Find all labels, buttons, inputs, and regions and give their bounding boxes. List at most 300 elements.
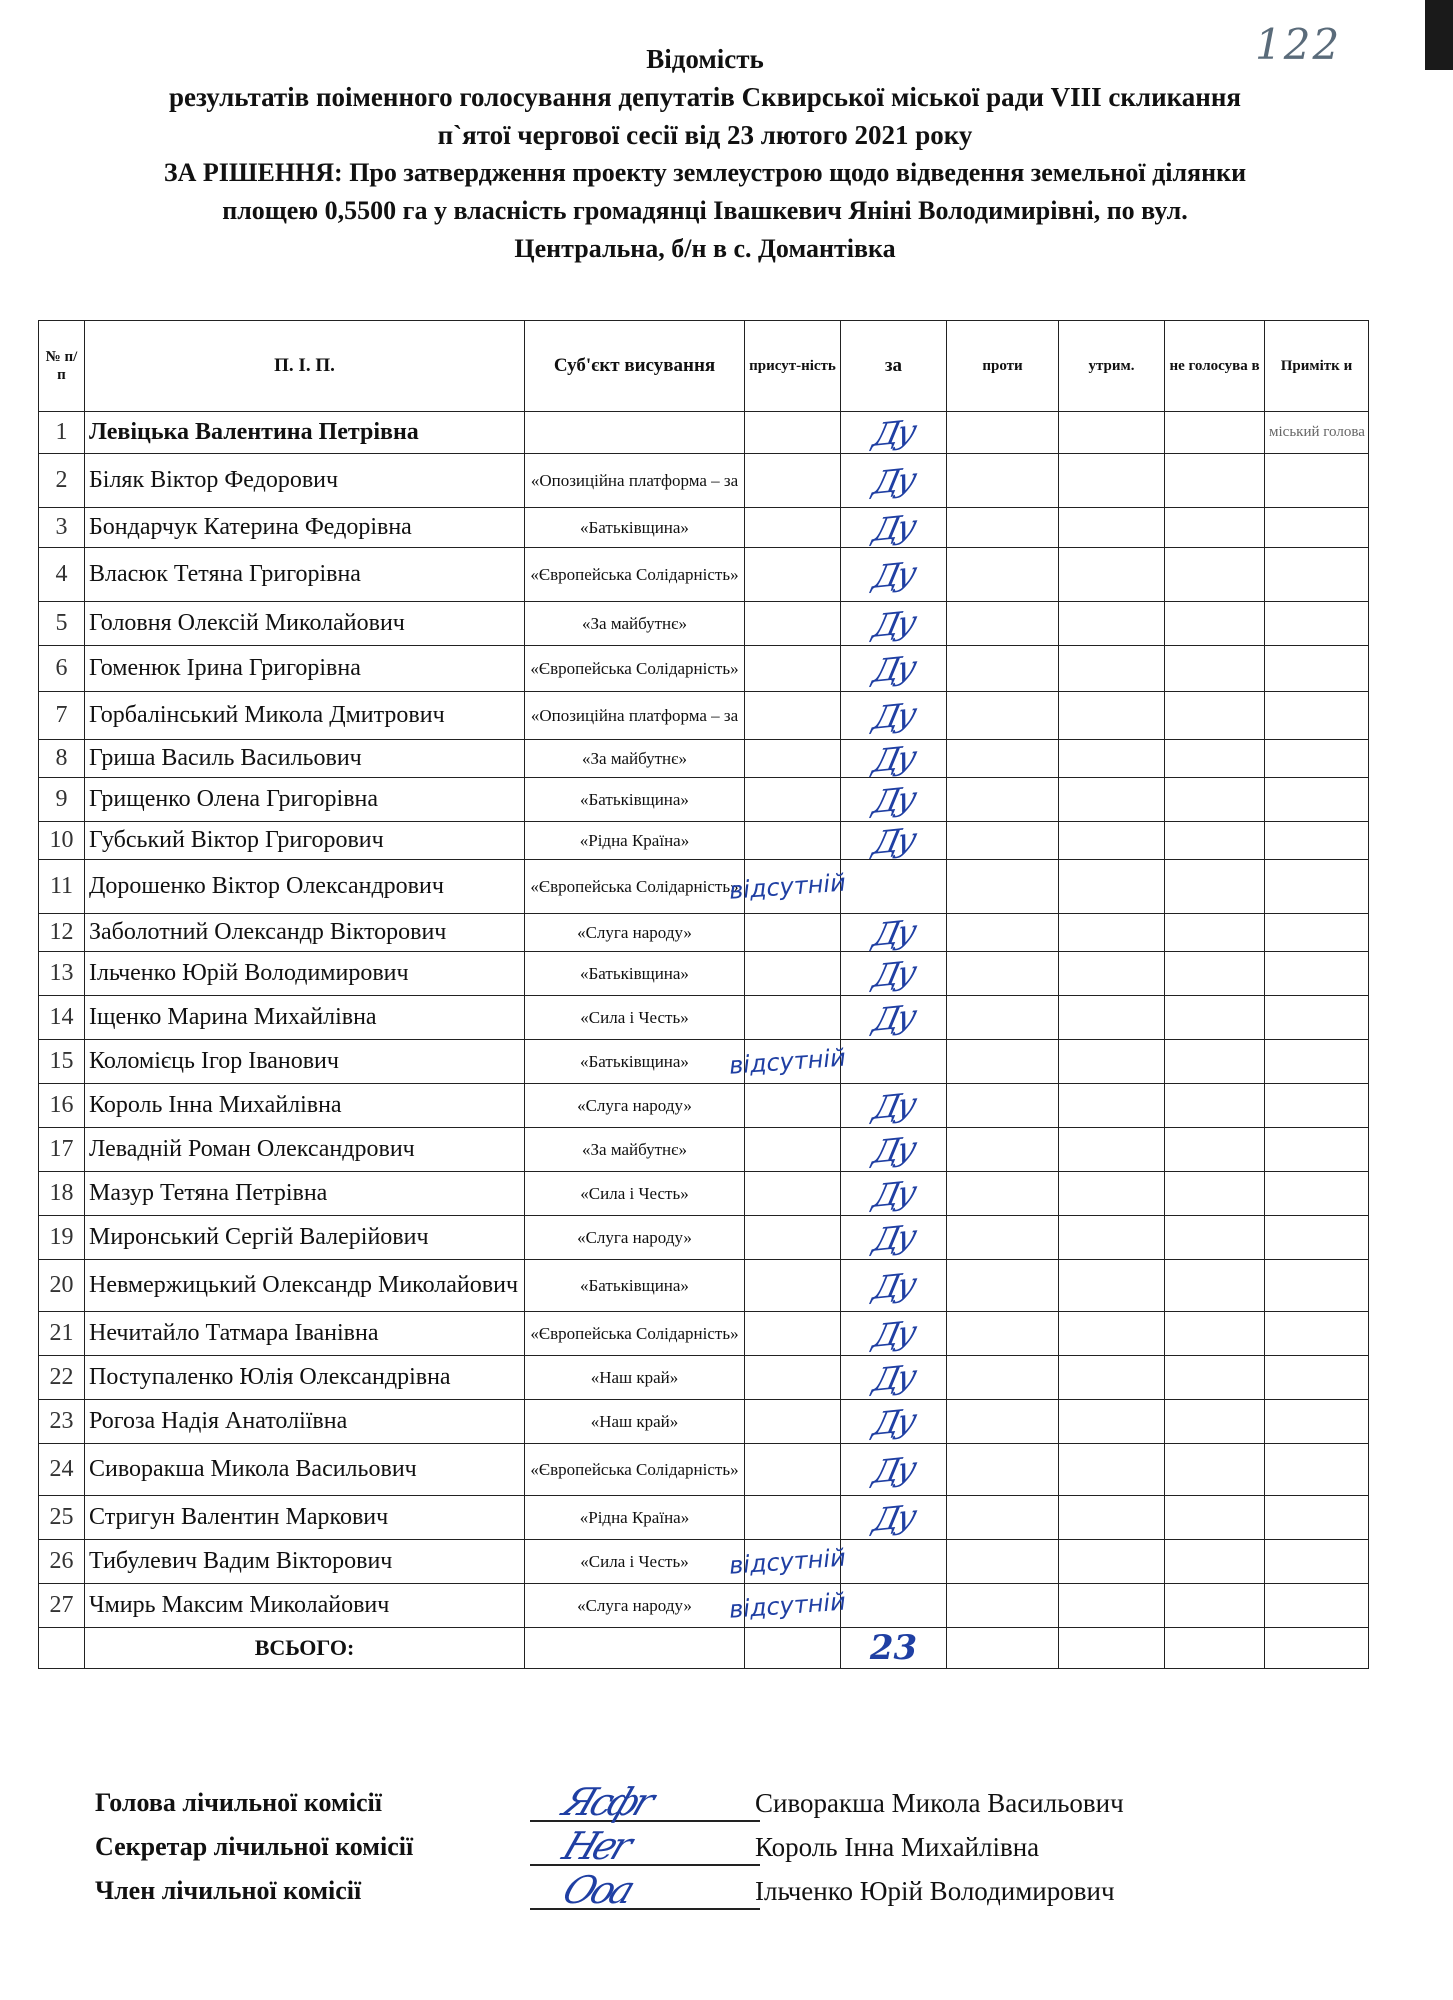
- deputy-name: Іщенко Марина Михайлівна: [85, 996, 525, 1040]
- table-row: [39, 1444, 1369, 1496]
- total-num-cell: [39, 1628, 85, 1669]
- vote-for-cell: [841, 1584, 947, 1628]
- vote-for-cell: [841, 548, 947, 602]
- vote-abstain-cell: [1059, 1584, 1165, 1628]
- commission-row: [95, 1868, 1345, 1920]
- vote-against-cell: [947, 412, 1059, 454]
- decision-line-2: площею 0,5500 га у власність громадянці Івашкевич Яніні Володимирівні, по вул.: [222, 196, 1188, 225]
- present-cell: [745, 1084, 841, 1128]
- commission-row: [95, 1824, 1345, 1876]
- deputy-party: «Європейська Солідарність»: [525, 548, 745, 602]
- row-note: [1265, 778, 1369, 822]
- table-row: [39, 1216, 1369, 1260]
- header-abstain: утрим.: [1059, 321, 1165, 412]
- present-cell: [745, 1496, 841, 1540]
- row-note: [1265, 1260, 1369, 1312]
- row-number: 2: [39, 454, 85, 508]
- absent-note: відсутній: [728, 1043, 847, 1080]
- row-number: 3: [39, 508, 85, 548]
- deputy-name: Бондарчук Катерина Федорівна: [85, 508, 525, 548]
- vote-against-cell: [947, 1400, 1059, 1444]
- vote-for-cell: [841, 454, 947, 508]
- vote-abstain-cell: [1059, 1260, 1165, 1312]
- row-note: [1265, 1172, 1369, 1216]
- deputy-name: Стригун Валентин Маркович: [85, 1496, 525, 1540]
- voting-table: [38, 320, 1369, 1669]
- table-row: [39, 952, 1369, 996]
- deputy-party: «Батьківщина»: [525, 778, 745, 822]
- table-body: [39, 412, 1369, 1628]
- table-row: [39, 646, 1369, 692]
- table-row: [39, 1496, 1369, 1540]
- vote-for-cell: [841, 778, 947, 822]
- vote-against-cell: [947, 1444, 1059, 1496]
- row-note: [1265, 1084, 1369, 1128]
- vote-for-cell: [841, 1444, 947, 1496]
- vote-against-cell: [947, 1540, 1059, 1584]
- header-name: П. І. П.: [85, 321, 525, 412]
- row-number: 16: [39, 1084, 85, 1128]
- vote-against-cell: [947, 1496, 1059, 1540]
- row-number: 6: [39, 646, 85, 692]
- commission-role: Секретар лічильної комісії: [95, 1832, 414, 1861]
- vote-abstain-cell: [1059, 914, 1165, 952]
- table-row: [39, 860, 1369, 914]
- present-cell: [745, 740, 841, 778]
- vote-against-cell: [947, 646, 1059, 692]
- row-note: [1265, 1584, 1369, 1628]
- deputy-name: Чмирь Максим Миколайович: [85, 1584, 525, 1628]
- not-voted-cell: [1165, 646, 1265, 692]
- present-cell: [728, 860, 847, 914]
- table-row: [39, 1400, 1369, 1444]
- deputy-party: «Батьківщина»: [525, 1040, 745, 1084]
- deputy-party: «Європейська Солідарність»: [525, 646, 745, 692]
- handwritten-signature: Ду: [869, 1356, 918, 1399]
- row-note: [1265, 692, 1369, 740]
- deputy-party: «За майбутнє»: [525, 1128, 745, 1172]
- vote-for-cell: [841, 1400, 947, 1444]
- vote-abstain-cell: [1059, 1312, 1165, 1356]
- vote-abstain-cell: [1059, 646, 1165, 692]
- present-cell: [745, 412, 841, 454]
- vote-for-cell: [841, 1084, 947, 1128]
- deputy-name: Гоменюк Ірина Григорівна: [85, 646, 525, 692]
- handwritten-signature: Нer: [556, 1824, 635, 1868]
- vote-for-cell: [841, 996, 947, 1040]
- present-cell: [745, 1216, 841, 1260]
- vote-abstain-cell: [1059, 454, 1165, 508]
- absent-note: відсутній: [728, 1587, 847, 1624]
- header-not-voted: не голосува в: [1165, 321, 1265, 412]
- header-num: № п/п: [39, 321, 85, 412]
- vote-abstain-cell: [1059, 778, 1165, 822]
- row-number: 26: [39, 1540, 85, 1584]
- vote-abstain-cell: [1059, 412, 1165, 454]
- handwritten-signature: Ду: [869, 411, 918, 454]
- vote-abstain-cell: [1059, 740, 1165, 778]
- deputy-party: «Слуга народу»: [525, 1084, 745, 1128]
- present-cell: [745, 1128, 841, 1172]
- present-cell: [728, 1584, 847, 1628]
- table-row: [39, 548, 1369, 602]
- deputy-party: «Сила і Честь»: [525, 1172, 745, 1216]
- vote-against-cell: [947, 1260, 1059, 1312]
- vote-against-cell: [947, 860, 1059, 914]
- vote-against-cell: [947, 692, 1059, 740]
- row-number: 11: [39, 860, 85, 914]
- row-note: [1265, 740, 1369, 778]
- vote-against-cell: [947, 508, 1059, 548]
- not-voted-cell: [1165, 740, 1265, 778]
- handwritten-signature: Ду: [869, 602, 918, 645]
- vote-for-cell: [841, 508, 947, 548]
- vote-for-cell: [841, 1540, 947, 1584]
- not-voted-cell: [1165, 822, 1265, 860]
- row-number: 20: [39, 1260, 85, 1312]
- present-cell: [745, 1260, 841, 1312]
- vote-abstain-cell: [1059, 1400, 1165, 1444]
- row-note: [1265, 860, 1369, 914]
- vote-for-cell: [841, 1172, 947, 1216]
- total-label: ВСЬОГО:: [85, 1628, 525, 1669]
- deputy-party: «Рідна Країна»: [525, 1496, 745, 1540]
- row-number: 21: [39, 1312, 85, 1356]
- present-cell: [728, 1540, 847, 1584]
- not-voted-cell: [1165, 996, 1265, 1040]
- deputy-name: Губський Віктор Григорович: [85, 822, 525, 860]
- vote-against-cell: [947, 778, 1059, 822]
- deputy-party: «Опозиційна платформа – за: [525, 692, 745, 740]
- table-row: [39, 412, 1369, 454]
- page-number: 122: [1255, 20, 1342, 69]
- deputy-name: Левіцька Валентина Петрівна: [85, 412, 525, 454]
- header-present: присут-ність: [745, 321, 841, 412]
- deputy-name: Рогоза Надія Анатоліївна: [85, 1400, 525, 1444]
- row-number: 14: [39, 996, 85, 1040]
- deputy-party: «Сила і Честь»: [525, 1540, 745, 1584]
- vote-for-cell: [841, 1040, 947, 1084]
- row-number: 4: [39, 548, 85, 602]
- commission-person: Ільченко Юрій Володимирович: [755, 1876, 1115, 1906]
- not-voted-cell: [1165, 1040, 1265, 1084]
- vote-against-cell: [947, 602, 1059, 646]
- header-note: Примітк и: [1265, 321, 1369, 412]
- vote-against-cell: [947, 1584, 1059, 1628]
- present-cell: [745, 602, 841, 646]
- deputy-party: «Сила і Честь»: [525, 996, 745, 1040]
- deputy-party: «Слуга народу»: [525, 1584, 745, 1628]
- deputy-party: «Наш край»: [525, 1356, 745, 1400]
- vote-for-cell: [841, 646, 947, 692]
- handwritten-signature: Ду: [869, 952, 918, 995]
- deputy-name: Горбалінський Микола Дмитрович: [85, 692, 525, 740]
- handwritten-signature: Ду: [869, 1264, 918, 1307]
- table-row: [39, 1128, 1369, 1172]
- row-number: 25: [39, 1496, 85, 1540]
- vote-abstain-cell: [1059, 1356, 1165, 1400]
- handwritten-signature: Ду: [869, 1128, 918, 1171]
- handwritten-signature: Ду: [869, 1448, 918, 1491]
- commission-signatures: [95, 1780, 1345, 1920]
- commission-person: Король Інна Михайлівна: [755, 1832, 1040, 1862]
- table-row: [39, 1584, 1369, 1628]
- document-subtitle-1: результатів поіменного голосування депутатів Сквирської міської ради VIII скликання: [168, 82, 1242, 112]
- not-voted-cell: [1165, 914, 1265, 952]
- present-cell: [745, 778, 841, 822]
- decision-line-1: ЗА РІШЕННЯ: Про затвердження проекту землеустрою щодо відведення земельної ділянки: [163, 158, 1247, 187]
- handwritten-signature: Ду: [869, 506, 918, 549]
- vote-against-cell: [947, 548, 1059, 602]
- table-row: [39, 454, 1369, 508]
- row-number: 22: [39, 1356, 85, 1400]
- table-header-row: [39, 321, 1369, 412]
- not-voted-cell: [1165, 1356, 1265, 1400]
- not-voted-cell: [1165, 1540, 1265, 1584]
- not-voted-cell: [1165, 1128, 1265, 1172]
- vote-against-cell: [947, 1312, 1059, 1356]
- deputy-name: Нечитайло Татмара Іванівна: [85, 1312, 525, 1356]
- table-row: [39, 1540, 1369, 1584]
- handwritten-signature: Ду: [869, 911, 918, 954]
- table-row: [39, 1260, 1369, 1312]
- row-note: [1265, 1312, 1369, 1356]
- deputy-name: Король Інна Михайлівна: [85, 1084, 525, 1128]
- commission-role: Член лічильної комісії: [95, 1876, 362, 1905]
- present-cell: [745, 996, 841, 1040]
- row-number: 15: [39, 1040, 85, 1084]
- header-against: проти: [947, 321, 1059, 412]
- row-note: міський голова: [1265, 412, 1369, 454]
- absent-note: відсутній: [728, 1543, 847, 1580]
- vote-against-cell: [947, 996, 1059, 1040]
- total-for-cell: [841, 1628, 947, 1669]
- not-voted-cell: [1165, 548, 1265, 602]
- row-note: [1265, 454, 1369, 508]
- table-row: [39, 692, 1369, 740]
- handwritten-signature: Ясфr: [556, 1780, 657, 1824]
- vote-against-cell: [947, 1084, 1059, 1128]
- not-voted-cell: [1165, 1584, 1265, 1628]
- deputy-name: Левадній Роман Олександрович: [85, 1128, 525, 1172]
- row-number: 13: [39, 952, 85, 996]
- table-row: [39, 508, 1369, 548]
- deputy-party: «Слуга народу»: [525, 914, 745, 952]
- vote-abstain-cell: [1059, 1128, 1165, 1172]
- vote-abstain-cell: [1059, 996, 1165, 1040]
- table-row: [39, 914, 1369, 952]
- handwritten-signature: Ооа: [556, 1868, 638, 1912]
- document-title: Відомість: [646, 44, 764, 74]
- vote-for-cell: [841, 860, 947, 914]
- vote-against-cell: [947, 1172, 1059, 1216]
- vote-for-cell: [841, 737, 947, 780]
- deputy-party: «Слуга народу»: [525, 1216, 745, 1260]
- total-against-cell: [947, 1628, 1059, 1669]
- present-cell: [745, 914, 841, 952]
- vote-for-cell: [841, 1312, 947, 1356]
- row-note: [1265, 1040, 1369, 1084]
- table-row: [39, 740, 1369, 778]
- present-cell: [745, 646, 841, 692]
- deputy-party: «За майбутнє»: [525, 602, 745, 646]
- row-number: 8: [39, 740, 85, 778]
- deputy-party: «Батьківщина»: [525, 508, 745, 548]
- present-cell: [745, 508, 841, 548]
- scan-edge: [1425, 0, 1453, 70]
- vote-against-cell: [947, 1356, 1059, 1400]
- handwritten-signature: Ду: [869, 996, 918, 1039]
- not-voted-cell: [1165, 1260, 1265, 1312]
- present-cell: [745, 822, 841, 860]
- row-note: [1265, 1400, 1369, 1444]
- row-number: 17: [39, 1128, 85, 1172]
- not-voted-cell: [1165, 1172, 1265, 1216]
- vote-abstain-cell: [1059, 1172, 1165, 1216]
- vote-abstain-cell: [1059, 860, 1165, 914]
- vote-abstain-cell: [1059, 508, 1165, 548]
- deputy-name: Поступаленко Юлія Олександрівна: [85, 1356, 525, 1400]
- header-for: за: [841, 321, 947, 412]
- table-row: [39, 602, 1369, 646]
- row-note: [1265, 1540, 1369, 1584]
- deputy-name: Тибулевич Вадим Вікторович: [85, 1540, 525, 1584]
- deputy-name: Сиворакша Микола Васильович: [85, 1444, 525, 1496]
- row-note: [1265, 1496, 1369, 1540]
- deputy-name: Власюк Тетяна Григорівна: [85, 548, 525, 602]
- handwritten-signature: Ду: [869, 459, 918, 502]
- vote-abstain-cell: [1059, 1040, 1165, 1084]
- present-cell: [745, 548, 841, 602]
- handwritten-signature: Ду: [869, 1216, 918, 1259]
- vote-against-cell: [947, 1216, 1059, 1260]
- not-voted-cell: [1165, 860, 1265, 914]
- total-row: [39, 1628, 1369, 1669]
- not-voted-cell: [1165, 1400, 1265, 1444]
- deputy-name: Грищенко Олена Григорівна: [85, 778, 525, 822]
- deputy-party: «Європейська Солідарність»: [525, 860, 745, 914]
- deputy-name: Невмержицький Олександр Миколайович: [85, 1260, 525, 1312]
- commission-role: Голова лічильної комісії: [95, 1788, 382, 1817]
- deputy-name: Головня Олексій Миколайович: [85, 602, 525, 646]
- not-voted-cell: [1165, 1444, 1265, 1496]
- not-voted-cell: [1165, 1496, 1265, 1540]
- decision-line-3: Центральна, б/н в с. Домантівка: [514, 234, 896, 263]
- vote-for-cell: [841, 1356, 947, 1400]
- not-voted-cell: [1165, 412, 1265, 454]
- row-number: 5: [39, 602, 85, 646]
- vote-for-cell: [841, 1260, 947, 1312]
- handwritten-signature: Ду: [869, 1172, 918, 1215]
- deputy-name: Біляк Віктор Федорович: [85, 454, 525, 508]
- deputy-name: Коломієць Ігор Іванович: [85, 1040, 525, 1084]
- vote-for-cell: [841, 1496, 947, 1540]
- deputy-party: «Батьківщина»: [525, 952, 745, 996]
- vote-for-cell: [841, 911, 947, 954]
- vote-abstain-cell: [1059, 602, 1165, 646]
- row-note: [1265, 822, 1369, 860]
- handwritten-signature: Ду: [869, 819, 918, 862]
- deputy-party: «Наш край»: [525, 1400, 745, 1444]
- total-for-value: 23: [869, 1628, 918, 1668]
- table-row: [39, 1172, 1369, 1216]
- table-row: [39, 1356, 1369, 1400]
- deputy-name: Гриша Василь Васильович: [85, 740, 525, 778]
- table-row: [39, 778, 1369, 822]
- vote-against-cell: [947, 952, 1059, 996]
- vote-against-cell: [947, 822, 1059, 860]
- row-number: 23: [39, 1400, 85, 1444]
- present-cell: [745, 1444, 841, 1496]
- vote-for-cell: [841, 692, 947, 740]
- deputy-party: «За майбутнє»: [525, 740, 745, 778]
- not-voted-cell: [1165, 1084, 1265, 1128]
- row-note: [1265, 1128, 1369, 1172]
- present-cell: [745, 454, 841, 508]
- total-party-cell: [525, 1628, 745, 1669]
- deputy-party: «Європейська Солідарність»: [525, 1312, 745, 1356]
- vote-against-cell: [947, 1040, 1059, 1084]
- vote-abstain-cell: [1059, 822, 1165, 860]
- row-note: [1265, 1216, 1369, 1260]
- deputy-name: Мазур Тетяна Петрівна: [85, 1172, 525, 1216]
- vote-abstain-cell: [1059, 1496, 1165, 1540]
- row-number: 24: [39, 1444, 85, 1496]
- document-subtitle-2: п`ятої чергової сесії від 23 лютого 2021 року: [437, 120, 973, 150]
- vote-abstain-cell: [1059, 1084, 1165, 1128]
- present-cell: [745, 1400, 841, 1444]
- row-note: [1265, 646, 1369, 692]
- handwritten-signature: Ду: [869, 737, 918, 780]
- total-present-cell: [745, 1628, 841, 1669]
- row-note: [1265, 508, 1369, 548]
- header-party: Суб'єкт висування: [525, 321, 745, 412]
- table-row: [39, 822, 1369, 860]
- row-note: [1265, 602, 1369, 646]
- deputy-party: «Європейська Солідарність»: [525, 1444, 745, 1496]
- deputy-party: «Рідна Країна»: [525, 822, 745, 860]
- vote-abstain-cell: [1059, 692, 1165, 740]
- handwritten-signature: Ду: [869, 1084, 918, 1127]
- row-note: [1265, 952, 1369, 996]
- not-voted-cell: [1165, 508, 1265, 548]
- handwritten-signature: Ду: [869, 1400, 918, 1443]
- total-note-cell: [1265, 1628, 1369, 1669]
- vote-for-cell: [841, 819, 947, 862]
- row-number: 18: [39, 1172, 85, 1216]
- deputy-name: Заболотний Олександр Вікторович: [85, 914, 525, 952]
- row-number: 9: [39, 778, 85, 822]
- not-voted-cell: [1165, 1216, 1265, 1260]
- row-note: [1265, 1356, 1369, 1400]
- present-cell: [745, 1312, 841, 1356]
- present-cell: [728, 1040, 847, 1084]
- row-number: 19: [39, 1216, 85, 1260]
- handwritten-signature: Ду: [869, 778, 918, 821]
- vote-for-cell: [841, 412, 947, 454]
- not-voted-cell: [1165, 454, 1265, 508]
- deputy-name: Миронський Сергій Валерійович: [85, 1216, 525, 1260]
- table-row: [39, 1312, 1369, 1356]
- present-cell: [745, 1172, 841, 1216]
- not-voted-cell: [1165, 778, 1265, 822]
- vote-abstain-cell: [1059, 1216, 1165, 1260]
- deputy-party: [525, 412, 745, 454]
- deputy-party: «Опозиційна платформа – за: [525, 454, 745, 508]
- present-cell: [745, 952, 841, 996]
- vote-for-cell: [841, 1216, 947, 1260]
- commission-row: [95, 1780, 1345, 1832]
